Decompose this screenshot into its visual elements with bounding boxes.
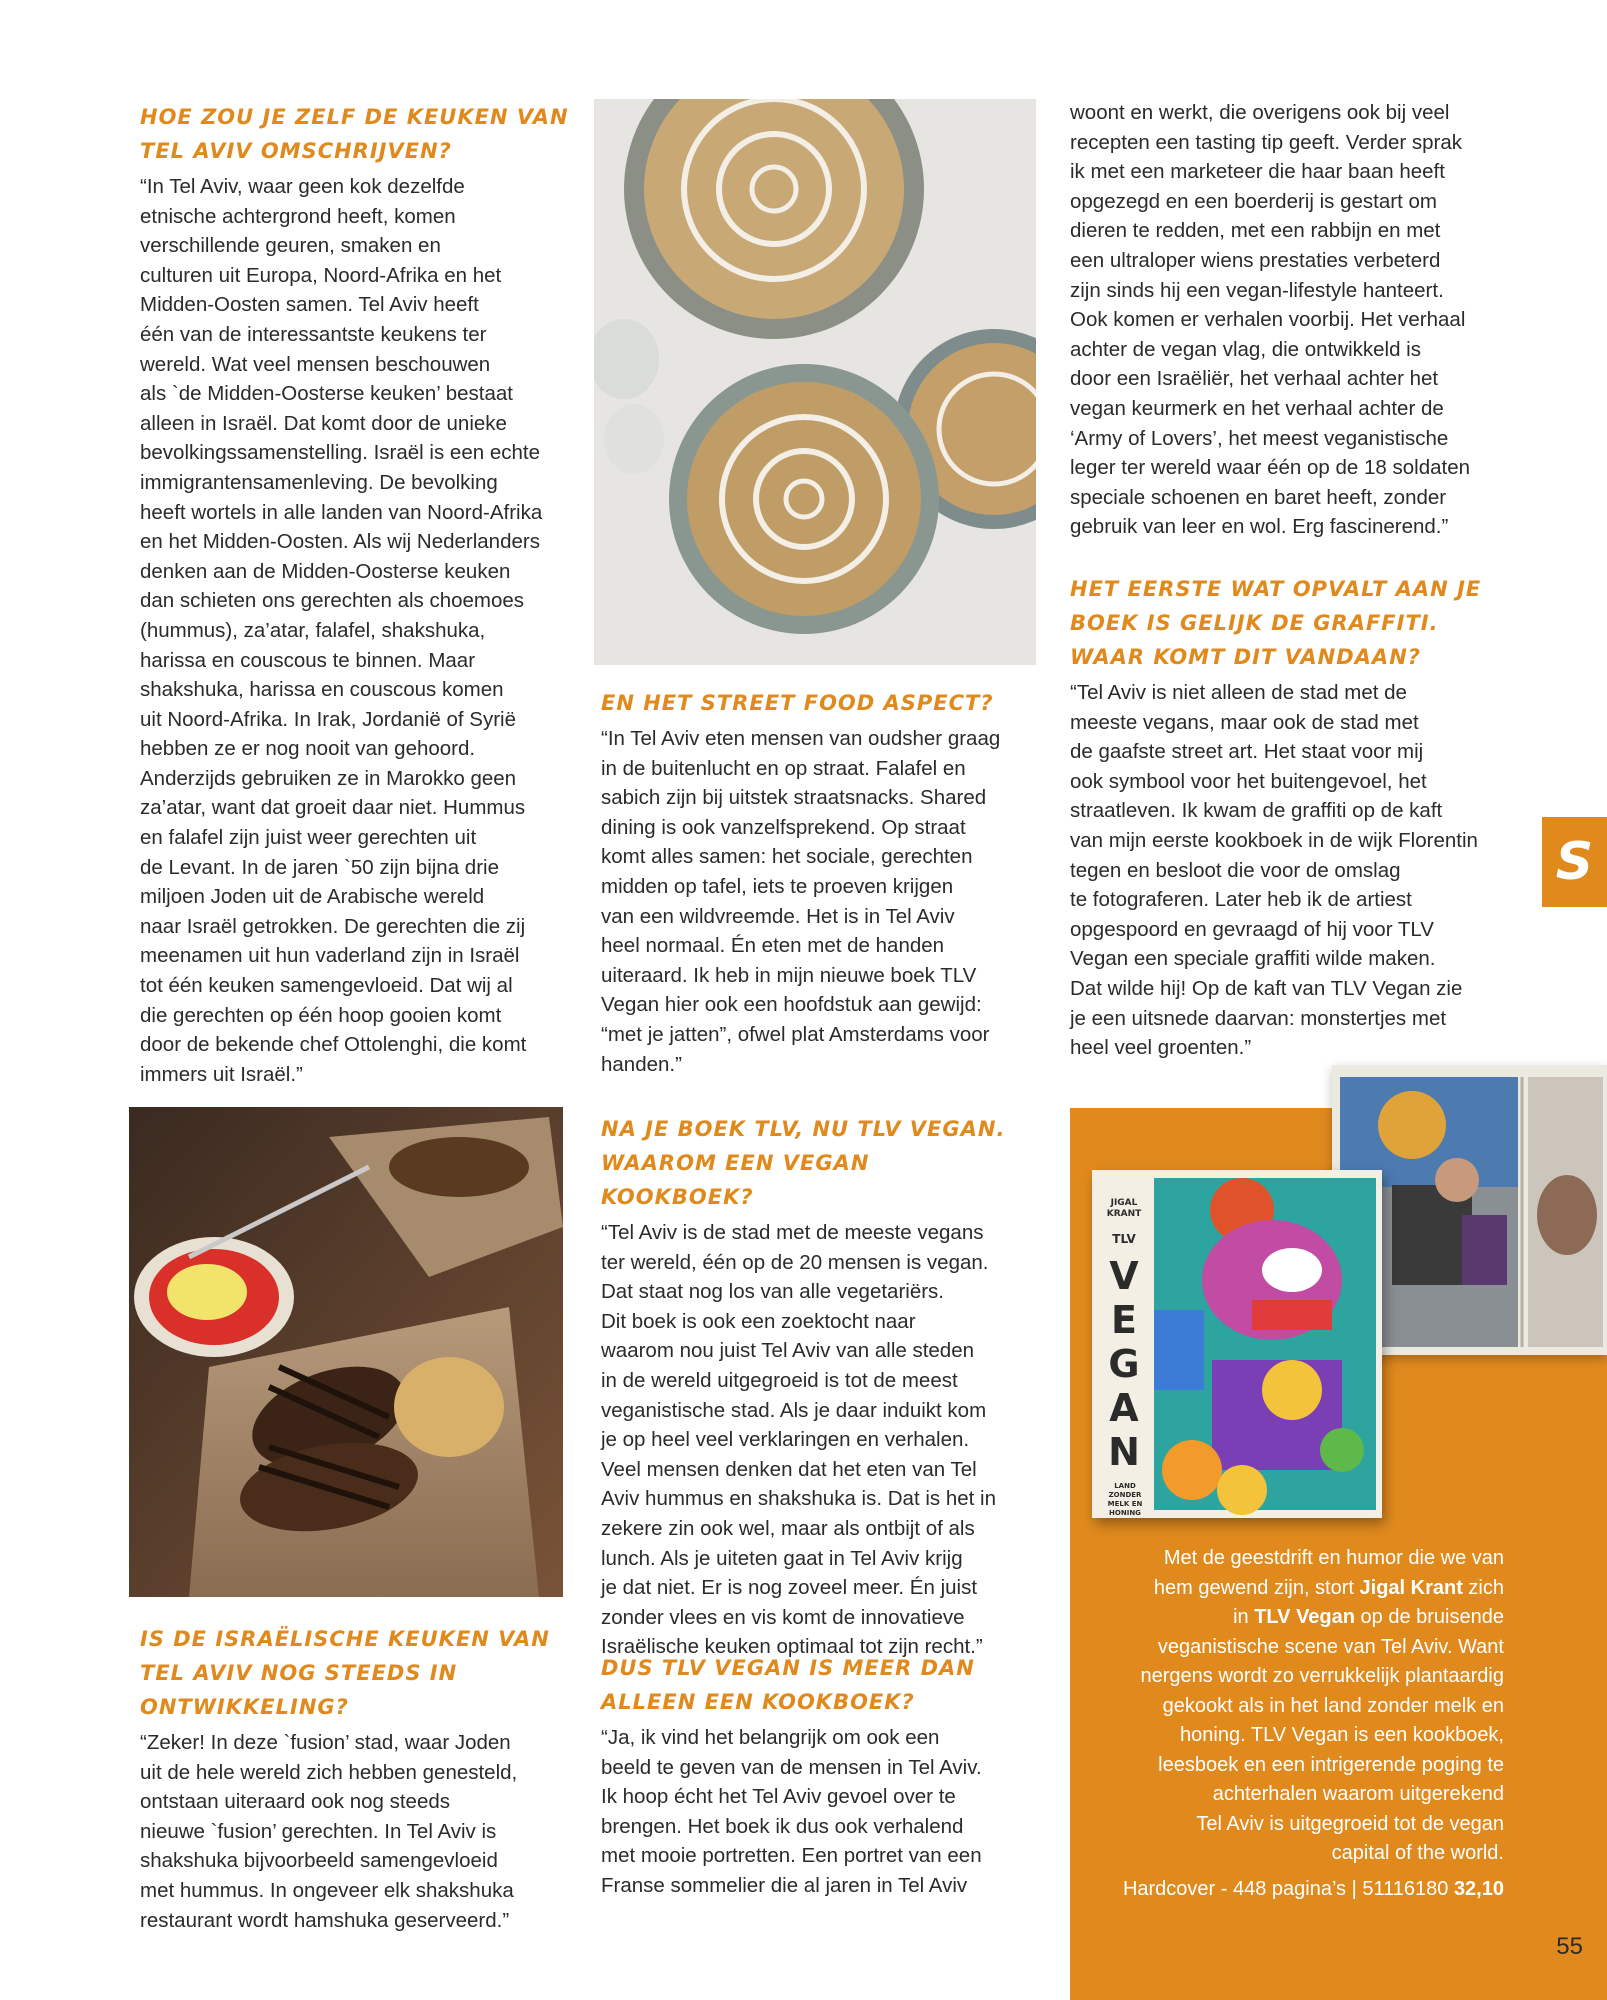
price-line bbox=[1084, 1875, 1504, 1904]
text-line: Veel mensen denken dat het eten van Tel bbox=[601, 1457, 977, 1481]
section-heading: DUS TLV VEGAN IS MEER DAN ALLEEN EEN KOOKBOEK? bbox=[601, 1656, 975, 1714]
section-heading: HET EERSTE WAT OPVALT AAN JE BOEK IS GELIJK DE GRAFFITI. WAAR KOMT DIT VANDAAN? bbox=[1070, 577, 1482, 669]
price: 32,10 bbox=[1453, 1878, 1504, 1900]
text-line: sabich zijn bij uitstek straatsnacks. Shared bbox=[601, 786, 987, 810]
text-line: uit Noord-Afrika. In Irak, Jordanië of Syrië bbox=[140, 707, 516, 731]
text-line: zijn sinds hij een vegan-lifestyle hanteert. bbox=[1070, 278, 1444, 302]
text-line: de gaafste street art. Het staat voor mij bbox=[1070, 740, 1424, 764]
promo-line: nergens wordt zo verrukkelijk plantaardig bbox=[1140, 1665, 1504, 1687]
text-line: “met je jatten”, ofwel plat Amsterdams voor bbox=[601, 1022, 990, 1046]
text-line: in de wereld uitgegroeid is tot de meest bbox=[601, 1368, 958, 1392]
text-line: zekere zin ook wel, maar als ontbijt of als bbox=[601, 1516, 975, 1540]
book-subtitle: LAND ZONDER MELK EN HONING bbox=[1107, 1482, 1143, 1517]
text-line: ‘Army of Lovers’, het meest veganistische bbox=[1070, 426, 1449, 450]
promo-line: gekookt als in het land zonder melk en bbox=[1162, 1694, 1504, 1717]
text-line: waarom nou juist Tel Aviv van alle steden bbox=[601, 1339, 975, 1363]
text-line: alleen in Israël. Dat komt door de unieke bbox=[140, 411, 507, 435]
text-line: immigrantensamenleving. De bevolking bbox=[140, 470, 498, 494]
promo-line: achterhalen waarom uitgerekend bbox=[1212, 1783, 1504, 1805]
text-line: Israëlische keuken optimaal tot zijn recht.” bbox=[601, 1635, 983, 1659]
text-line: Anderzijds gebruiken ze in Marokko geen bbox=[140, 766, 517, 790]
text-line: ontstaan uiteraard ook nog steeds bbox=[140, 1790, 450, 1814]
text-line: opgezegd en een boerderij is gestart om bbox=[1070, 189, 1437, 213]
text-line: naar Israël getrokken. De gerechten die zij bbox=[140, 914, 526, 938]
text-line: ter wereld, één op de 20 mensen is vegan. bbox=[601, 1250, 989, 1274]
text-line: nieuwe `fusion’ gerechten. In Tel Aviv is bbox=[140, 1819, 497, 1843]
book-title-text: VEGAN bbox=[1108, 1254, 1140, 1474]
text-line: Ook komen er verhalen voorbij. Het verhaal bbox=[1070, 308, 1466, 332]
body-text bbox=[1070, 98, 1520, 542]
text-line: “Tel Aviv is de stad met de meeste vegans bbox=[601, 1221, 984, 1244]
text-line: (hummus), za’atar, falafel, shakshuka, bbox=[140, 618, 486, 642]
text-line: opgespoord en gevraagd of hij voor TLV bbox=[1070, 917, 1434, 941]
book-cover-tlv-vegan bbox=[1092, 1170, 1382, 1518]
photo-hummus-dishes bbox=[594, 99, 1036, 665]
text-line: je een uitsnede daarvan: monstertjes met bbox=[1070, 1006, 1447, 1030]
text-line: recepten een tasting tip geeft. Verder sprak bbox=[1070, 130, 1463, 154]
text-line: midden op tafel, iets te proeven krijgen bbox=[601, 874, 954, 898]
text-line: za’atar, want dat groeit daar niet. Hummus bbox=[140, 796, 526, 820]
text-line: verschillende geuren, smaken en bbox=[140, 234, 441, 258]
section-heading: NA JE BOEK TLV, NU TLV VEGAN. WAAROM EEN VEGAN KOOKBOEK? bbox=[601, 1117, 1006, 1209]
text-line: uit de hele wereld zich hebben genesteld, bbox=[140, 1760, 518, 1784]
product-details: Hardcover - 448 pagina’s | 51116180 bbox=[1122, 1878, 1454, 1900]
text-line: harissa en couscous te binnen. Maar bbox=[140, 648, 476, 672]
section-heading: EN HET STREET FOOD ASPECT? bbox=[601, 691, 994, 715]
text-line: komt alles samen: het sociale, gerechten bbox=[601, 845, 973, 869]
text-line: gebruik van leer en wol. Erg fascinerend.” bbox=[1070, 515, 1449, 539]
text-line: van mijn eerste kookboek in de wijk Florentin bbox=[1070, 828, 1478, 852]
text-line: je op heel veel verklaringen en verhalen. bbox=[601, 1428, 970, 1452]
text-line: lunch. Als je uiteten gaat in Tel Aviv krijg bbox=[601, 1546, 963, 1570]
body-text bbox=[140, 1728, 580, 1935]
text-line: te fotograferen. Later heb ik de artiest bbox=[1070, 888, 1412, 912]
text-line: Dat staat nog los van alle vegetariërs. bbox=[601, 1280, 944, 1304]
body-text bbox=[601, 1723, 1026, 1901]
text-line: je dat niet. Er is nog zoveel meer. Én juist bbox=[601, 1576, 978, 1600]
promo-line: Met de geestdrift en humor die we van bbox=[1163, 1547, 1504, 1569]
promo-line: hem gewend zijn, stort Jigal Krant zich bbox=[1153, 1576, 1504, 1599]
body-text bbox=[601, 1218, 1026, 1662]
section-heading: HOE ZOU JE ZELF DE KEUKEN VAN TEL AVIV OMSCHRIJVEN? bbox=[140, 105, 569, 163]
text-line: dan schieten ons gerechten als choemoes bbox=[140, 589, 525, 613]
text-line: denken aan de Midden-Oosterse keuken bbox=[140, 559, 511, 583]
text-line: leger ter wereld waar één op de 18 soldaten bbox=[1070, 456, 1471, 480]
page-number: 55 bbox=[1556, 1933, 1583, 1960]
text-line: zonder vlees en vis komt de innovatieve bbox=[601, 1605, 965, 1629]
article-column-2-b bbox=[601, 1112, 1026, 1662]
text-line: Dat wilde hij! Op de kaft van TLV Vegan zie bbox=[1070, 976, 1463, 1000]
text-line: van een wildvreemde. Het is in Tel Aviv bbox=[601, 904, 955, 928]
text-line: veganistische stad. Als je daar induikt kom bbox=[601, 1398, 987, 1422]
text-line: brengen. Het boek ik dus ook verhalend bbox=[601, 1814, 964, 1838]
text-line: shakshuka, harissa en couscous komen bbox=[140, 678, 504, 702]
body-text bbox=[601, 724, 1026, 1079]
body-text bbox=[140, 172, 580, 1089]
article-column-3-top bbox=[1070, 98, 1520, 542]
text-line: de Levant. In de jaren `50 zijn bijna drie bbox=[140, 855, 499, 879]
promo-line: Tel Aviv is uitgegroeid tot de vegan bbox=[1196, 1812, 1504, 1835]
text-line: speciale schoenen en baret heeft, zonder bbox=[1070, 485, 1447, 509]
text-line: tegen en besloot die voor de omslag bbox=[1070, 858, 1401, 882]
book-author: JIGAL KRANT bbox=[1106, 1198, 1142, 1219]
promo-line: in TLV Vegan op de bruisende bbox=[1233, 1606, 1504, 1628]
promo-line: veganistische scene van Tel Aviv. Want bbox=[1157, 1635, 1504, 1658]
text-line: Vegan een speciale graffiti wilde maken. bbox=[1070, 947, 1436, 971]
text-line: shakshuka bijvoorbeeld samengevloeid bbox=[140, 1849, 498, 1873]
text-line: Vegan hier ook een hoofdstuk aan gewijd: bbox=[601, 993, 982, 1017]
text-line: heeft wortels in alle landen van Noord-Afrika bbox=[140, 500, 543, 524]
text-line: een ultraloper wiens prestaties verbeterd bbox=[1070, 248, 1441, 272]
text-line: Midden-Oosten samen. Tel Aviv heeft bbox=[140, 293, 479, 317]
text-line: wereld. Wat veel mensen beschouwen bbox=[140, 352, 491, 376]
text-line: straatleven. Ik kwam de graffiti op de kaft bbox=[1070, 799, 1443, 823]
promo-line: honing. TLV Vegan is een kookboek, bbox=[1180, 1724, 1504, 1746]
text-line: bevolkingssamenstelling. Israël is een echte bbox=[140, 441, 540, 465]
promo-line: leesboek en een intrigerende poging te bbox=[1158, 1753, 1504, 1776]
text-line: als `de Midden-Oosterse keuken’ bestaat bbox=[140, 382, 513, 406]
text-line: “In Tel Aviv, waar geen kok dezelfde bbox=[140, 175, 465, 198]
text-line: meenamen uit hun vaderland zijn in Israël bbox=[140, 944, 520, 968]
text-line: beeld te geven van de mensen in Tel Aviv. bbox=[601, 1755, 982, 1779]
text-line: “In Tel Aviv eten mensen van oudsher graag bbox=[601, 727, 1001, 750]
text-line: “Ja, ik vind het belangrijk om ook een bbox=[601, 1726, 940, 1749]
promo-line: capital of the world. bbox=[1331, 1842, 1504, 1864]
photo-bread-basket bbox=[129, 1107, 563, 1597]
text-line: vegan keurmerk en het verhaal achter de bbox=[1070, 396, 1444, 420]
text-line: heel normaal. Én eten met de handen bbox=[601, 934, 945, 958]
text-line: met hummus. In ongeveer elk shakshuka bbox=[140, 1878, 514, 1902]
text-line: Franse sommelier die al jaren in Tel Aviv bbox=[601, 1873, 968, 1897]
text-line: uiteraard. Ik heb in mijn nieuwe boek TLV bbox=[601, 963, 977, 987]
text-line: in de buitenlucht en op straat. Falafel en bbox=[601, 756, 966, 780]
text-line: ik met een marketeer die haar baan heeft bbox=[1070, 160, 1445, 184]
text-line: woont en werkt, die overigens ook bij veel bbox=[1070, 101, 1450, 124]
text-line: etnische achtergrond heeft, komen bbox=[140, 204, 456, 228]
text-line: ook symbool voor het buitengevoel, het bbox=[1070, 769, 1427, 793]
author-name: Jigal Krant bbox=[1359, 1576, 1463, 1599]
text-line: en het Midden-Oosten. Als wij Nederlanders bbox=[140, 530, 540, 554]
text-line: Ik hoop écht het Tel Aviv gevoel over te bbox=[601, 1785, 956, 1809]
text-line: en falafel zijn juist weer gerechten uit bbox=[140, 826, 477, 850]
text-line: immers uit Israël.” bbox=[140, 1062, 303, 1086]
text-line: hebben ze er nog nooit van gehoord. bbox=[140, 737, 476, 761]
text-line: handen.” bbox=[601, 1052, 682, 1076]
text-line: miljoen Joden uit de Arabische wereld bbox=[140, 885, 485, 909]
text-line: door de bekende chef Ottolenghi, die komt bbox=[140, 1033, 527, 1057]
text-line: Dit boek is ook een zoektocht naar bbox=[601, 1309, 916, 1333]
text-line: één van de interessantste keukens ter bbox=[140, 322, 487, 346]
section-tab-marker: S bbox=[1542, 817, 1607, 907]
text-line: culturen uit Europa, Noord-Afrika en het bbox=[140, 263, 502, 287]
text-line: achter de vegan vlag, die ontwikkeld is bbox=[1070, 337, 1421, 361]
text-line: door een Israëliër, het verhaal achter het bbox=[1070, 367, 1439, 391]
body-text bbox=[1070, 678, 1520, 1063]
text-line: Aviv hummus en shakshuka is. Dat is het in bbox=[601, 1487, 996, 1511]
article-column-1-bottom bbox=[140, 1622, 580, 1935]
text-line: “Zeker! In deze `fusion’ stad, waar Joden bbox=[140, 1731, 511, 1754]
promo-description bbox=[1084, 1544, 1504, 1869]
text-line: dining is ook vanzelfsprekend. Op straat bbox=[601, 815, 966, 839]
article-column-2-a bbox=[601, 686, 1026, 1079]
text-line: “Tel Aviv is niet alleen de stad met de bbox=[1070, 681, 1407, 704]
article-column-2-c bbox=[601, 1651, 1026, 1901]
text-line: heel veel groenten.” bbox=[1070, 1036, 1252, 1060]
text-line: die gerechten op één hoop gooien komt bbox=[140, 1003, 502, 1027]
text-line: met mooie portretten. Een portret van een bbox=[601, 1844, 982, 1868]
article-column-3-mid bbox=[1070, 572, 1520, 1063]
text-line: restaurant wordt hamshuka geserveerd.” bbox=[140, 1908, 510, 1932]
text-line: tot één keuken samengevloeid. Dat wij al bbox=[140, 974, 513, 998]
book-name: TLV Vegan bbox=[1254, 1606, 1355, 1628]
section-heading: IS DE ISRAËLISCHE KEUKEN VAN TEL AVIV NOG STEEDS IN ONTWIKKELING? bbox=[140, 1627, 550, 1719]
article-column-1-top bbox=[140, 100, 580, 1089]
text-line: dieren te redden, met een rabbijn en met bbox=[1070, 219, 1441, 243]
book-series: TLV bbox=[1112, 1232, 1136, 1246]
book-title bbox=[1100, 1254, 1148, 1474]
text-line: meeste vegans, maar ook de stad met bbox=[1070, 710, 1419, 734]
